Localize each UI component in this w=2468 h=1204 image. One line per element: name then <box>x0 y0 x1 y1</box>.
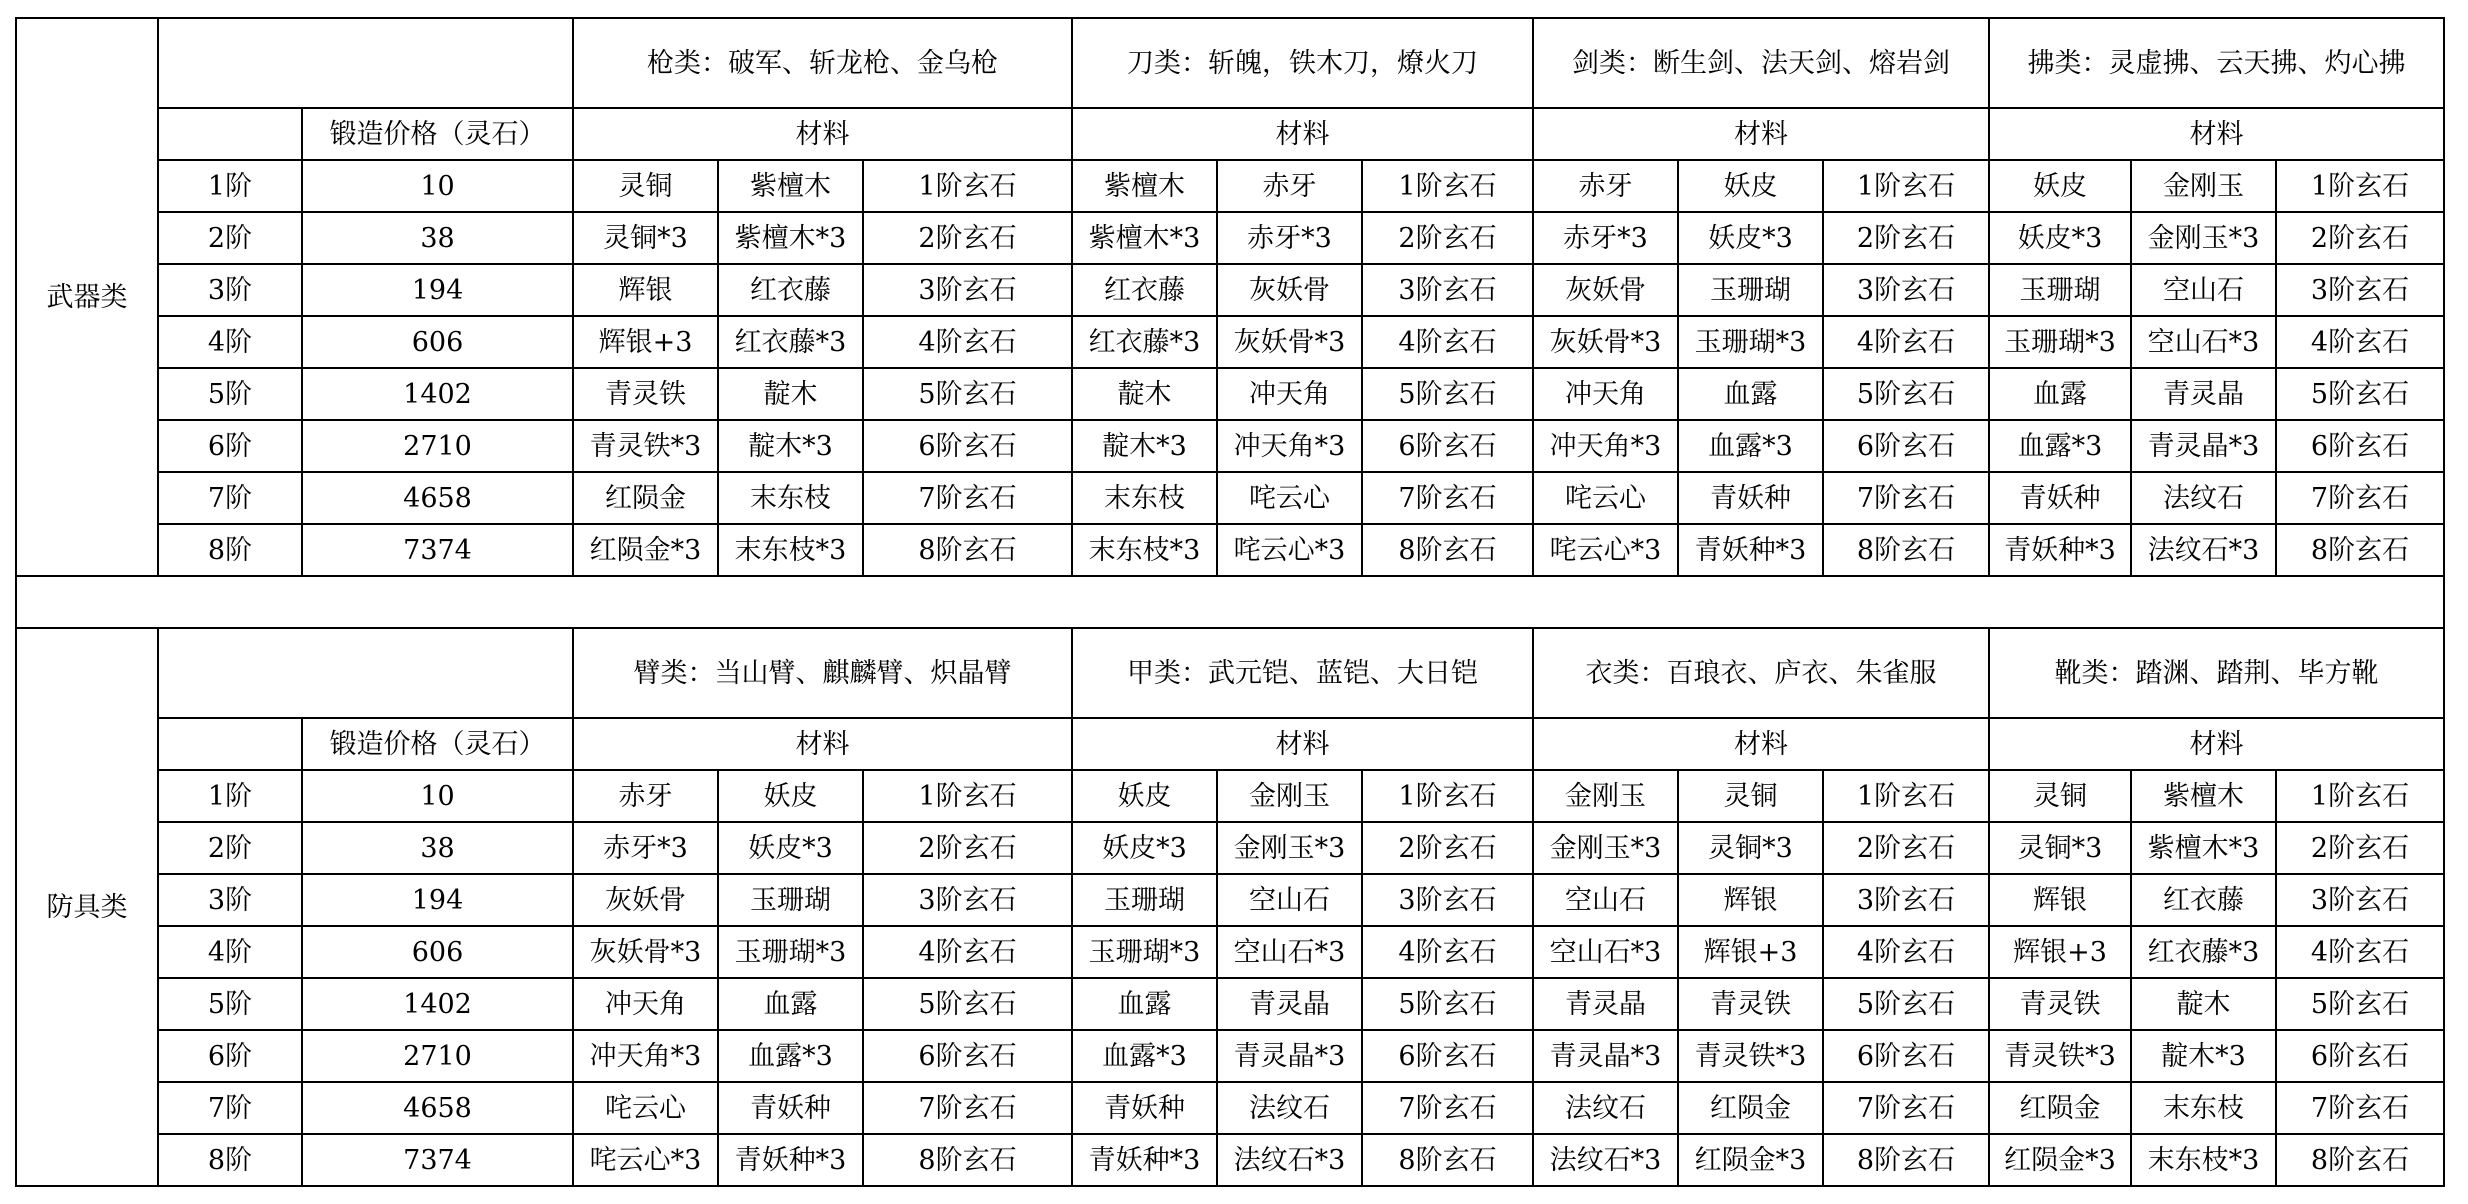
price-cell: 7374 <box>302 524 573 576</box>
table-row <box>16 978 2444 1030</box>
material-cell: 玉珊瑚 <box>1678 264 1823 316</box>
price-cell: 38 <box>302 212 573 264</box>
material-cell: 1阶玄石 <box>863 770 1072 822</box>
material-cell: 赤牙 <box>1217 160 1362 212</box>
tier-cell: 8阶 <box>158 1134 302 1186</box>
material-cell: 8阶玄石 <box>1362 524 1533 576</box>
material-cell: 血露*3 <box>718 1030 863 1082</box>
material-cell: 妖皮 <box>1678 160 1823 212</box>
material-cell: 玉珊瑚*3 <box>718 926 863 978</box>
tier-cell: 5阶 <box>158 368 302 420</box>
material-cell: 玉珊瑚*3 <box>1989 316 2131 368</box>
material-cell: 8阶玄石 <box>1362 1134 1533 1186</box>
material-cell: 1阶玄石 <box>1823 160 1989 212</box>
material-cell: 8阶玄石 <box>863 524 1072 576</box>
price-cell: 2710 <box>302 1030 573 1082</box>
material-cell: 末东枝*3 <box>2131 1134 2276 1186</box>
material-cell: 灰妖骨 <box>1217 264 1362 316</box>
material-cell: 青妖种*3 <box>1072 1134 1217 1186</box>
category-header-row <box>16 628 2444 718</box>
material-cell: 血露 <box>718 978 863 1030</box>
material-cell: 红衣藤 <box>1072 264 1217 316</box>
material-cell: 红陨金 <box>1989 1082 2131 1134</box>
material-cell: 咤云心 <box>573 1082 718 1134</box>
material-cell: 妖皮 <box>718 770 863 822</box>
material-cell: 咤云心 <box>1217 472 1362 524</box>
material-cell: 4阶玄石 <box>863 316 1072 368</box>
material-cell: 咤云心 <box>1533 472 1678 524</box>
material-cell: 灵铜*3 <box>573 212 718 264</box>
material-cell: 空山石 <box>2131 264 2276 316</box>
material-cell: 8阶玄石 <box>1823 524 1989 576</box>
material-cell: 灰妖骨*3 <box>1217 316 1362 368</box>
material-cell: 赤牙 <box>1533 160 1678 212</box>
material-cell: 7阶玄石 <box>863 472 1072 524</box>
material-cell: 末东枝 <box>718 472 863 524</box>
material-cell: 辉银+3 <box>573 316 718 368</box>
material-cell: 7阶玄石 <box>1362 1082 1533 1134</box>
material-cell: 8阶玄石 <box>2276 524 2444 576</box>
material-cell: 灰妖骨*3 <box>573 926 718 978</box>
material-cell: 青灵铁*3 <box>1989 1030 2131 1082</box>
material-cell: 5阶玄石 <box>1362 978 1533 1030</box>
price-cell: 38 <box>302 822 573 874</box>
tier-cell: 4阶 <box>158 926 302 978</box>
tier-header-cell <box>158 108 302 160</box>
material-cell: 4阶玄石 <box>863 926 1072 978</box>
category-header: 甲类：武元铠、蓝铠、大日铠 <box>1072 628 1533 718</box>
material-cell: 青妖种*3 <box>1678 524 1823 576</box>
material-cell: 靛木 <box>1072 368 1217 420</box>
price-header: 锻造价格（灵石） <box>302 718 573 770</box>
materials-header: 材料 <box>573 718 1072 770</box>
tier-cell: 7阶 <box>158 1082 302 1134</box>
material-cell: 4阶玄石 <box>1362 926 1533 978</box>
material-cell: 6阶玄石 <box>863 1030 1072 1082</box>
material-cell: 6阶玄石 <box>1362 1030 1533 1082</box>
material-cell: 青灵晶 <box>1217 978 1362 1030</box>
material-cell: 1阶玄石 <box>2276 770 2444 822</box>
material-cell: 空山石 <box>1533 874 1678 926</box>
material-cell: 6阶玄石 <box>1823 1030 1989 1082</box>
material-cell: 1阶玄石 <box>1362 160 1533 212</box>
price-cell: 4658 <box>302 1082 573 1134</box>
material-cell: 法纹石 <box>2131 472 2276 524</box>
material-cell: 金刚玉 <box>1217 770 1362 822</box>
material-cell: 2阶玄石 <box>1823 212 1989 264</box>
material-cell: 3阶玄石 <box>2276 264 2444 316</box>
material-cell: 7阶玄石 <box>1823 1082 1989 1134</box>
material-cell: 冲天角*3 <box>1533 420 1678 472</box>
material-cell: 青灵晶*3 <box>2131 420 2276 472</box>
column-header-row <box>16 718 2444 770</box>
material-cell: 2阶玄石 <box>863 212 1072 264</box>
material-cell: 2阶玄石 <box>1362 212 1533 264</box>
material-cell: 青妖种 <box>718 1082 863 1134</box>
material-cell: 玉珊瑚 <box>718 874 863 926</box>
material-cell: 紫檀木 <box>718 160 863 212</box>
table-row <box>16 264 2444 316</box>
material-cell: 空山石*3 <box>1217 926 1362 978</box>
material-cell: 血露*3 <box>1678 420 1823 472</box>
material-cell: 红陨金 <box>1678 1082 1823 1134</box>
material-cell: 红衣藤 <box>2131 874 2276 926</box>
material-cell: 6阶玄石 <box>1362 420 1533 472</box>
material-cell: 7阶玄石 <box>1823 472 1989 524</box>
material-cell: 妖皮 <box>1072 770 1217 822</box>
table-row <box>16 1030 2444 1082</box>
material-cell: 8阶玄石 <box>1823 1134 1989 1186</box>
material-cell: 妖皮*3 <box>1678 212 1823 264</box>
price-cell: 1402 <box>302 978 573 1030</box>
material-cell: 法纹石*3 <box>2131 524 2276 576</box>
material-cell: 2阶玄石 <box>2276 212 2444 264</box>
material-cell: 咤云心*3 <box>1533 524 1678 576</box>
material-cell: 红陨金*3 <box>1989 1134 2131 1186</box>
empty-header-cell <box>158 18 573 108</box>
material-cell: 血露*3 <box>1989 420 2131 472</box>
material-cell: 青妖种 <box>1072 1082 1217 1134</box>
materials-header: 材料 <box>1989 108 2444 160</box>
material-cell: 8阶玄石 <box>863 1134 1072 1186</box>
material-cell: 辉银 <box>1989 874 2131 926</box>
material-cell: 末东枝 <box>1072 472 1217 524</box>
material-cell: 5阶玄石 <box>863 978 1072 1030</box>
category-header-row <box>16 18 2444 108</box>
material-cell: 紫檀木*3 <box>2131 822 2276 874</box>
material-cell: 金刚玉*3 <box>2131 212 2276 264</box>
material-cell: 2阶玄石 <box>1823 822 1989 874</box>
table-row <box>16 316 2444 368</box>
materials-header: 材料 <box>1072 718 1533 770</box>
material-cell: 赤牙*3 <box>1217 212 1362 264</box>
material-cell: 1阶玄石 <box>863 160 1072 212</box>
table-row <box>16 160 2444 212</box>
material-cell: 7阶玄石 <box>2276 1082 2444 1134</box>
material-cell: 4阶玄石 <box>2276 316 2444 368</box>
material-cell: 灰妖骨 <box>573 874 718 926</box>
table-row <box>16 926 2444 978</box>
material-cell: 青妖种*3 <box>718 1134 863 1186</box>
table-row <box>16 770 2444 822</box>
material-cell: 6阶玄石 <box>863 420 1072 472</box>
tier-cell: 5阶 <box>158 978 302 1030</box>
material-cell: 金刚玉*3 <box>1533 822 1678 874</box>
material-cell: 5阶玄石 <box>1823 978 1989 1030</box>
material-cell: 冲天角 <box>573 978 718 1030</box>
table-row <box>16 212 2444 264</box>
material-cell: 辉银 <box>573 264 718 316</box>
material-cell: 末东枝 <box>2131 1082 2276 1134</box>
material-cell: 青灵铁 <box>573 368 718 420</box>
tier-cell: 2阶 <box>158 822 302 874</box>
material-cell: 妖皮 <box>1989 160 2131 212</box>
material-cell: 红衣藤*3 <box>718 316 863 368</box>
material-cell: 金刚玉 <box>1533 770 1678 822</box>
material-cell: 红衣藤 <box>718 264 863 316</box>
category-header: 刀类：斩魄，铁木刀，燎火刀 <box>1072 18 1533 108</box>
material-cell: 3阶玄石 <box>863 874 1072 926</box>
material-cell: 法纹石*3 <box>1217 1134 1362 1186</box>
material-cell: 末东枝*3 <box>1072 524 1217 576</box>
tier-header-cell <box>158 718 302 770</box>
table-row <box>16 1082 2444 1134</box>
material-cell: 红陨金 <box>573 472 718 524</box>
material-cell: 金刚玉*3 <box>1217 822 1362 874</box>
material-cell: 8阶玄石 <box>2276 1134 2444 1186</box>
material-cell: 红陨金*3 <box>573 524 718 576</box>
material-cell: 玉珊瑚*3 <box>1072 926 1217 978</box>
tier-cell: 6阶 <box>158 420 302 472</box>
price-cell: 1402 <box>302 368 573 420</box>
material-cell: 冲天角*3 <box>573 1030 718 1082</box>
category-header: 拂类：灵虚拂、云天拂、灼心拂 <box>1989 18 2444 108</box>
tier-cell: 1阶 <box>158 770 302 822</box>
price-cell: 194 <box>302 874 573 926</box>
material-cell: 靛木 <box>2131 978 2276 1030</box>
spacer-cell <box>16 576 2444 628</box>
material-cell: 3阶玄石 <box>1362 264 1533 316</box>
material-cell: 6阶玄石 <box>2276 420 2444 472</box>
material-cell: 5阶玄石 <box>1823 368 1989 420</box>
price-cell: 7374 <box>302 1134 573 1186</box>
material-cell: 4阶玄石 <box>1823 926 1989 978</box>
material-cell: 1阶玄石 <box>1362 770 1533 822</box>
material-cell: 青灵铁 <box>1678 978 1823 1030</box>
table-row <box>16 1134 2444 1186</box>
material-cell: 3阶玄石 <box>2276 874 2444 926</box>
table-row <box>16 420 2444 472</box>
material-cell: 青灵晶 <box>2131 368 2276 420</box>
column-header-row <box>16 108 2444 160</box>
material-cell: 灵铜 <box>1989 770 2131 822</box>
empty-header-cell <box>158 628 573 718</box>
tier-cell: 7阶 <box>158 472 302 524</box>
material-cell: 空山石*3 <box>1533 926 1678 978</box>
material-cell: 3阶玄石 <box>1823 874 1989 926</box>
material-cell: 灰妖骨 <box>1533 264 1678 316</box>
material-cell: 3阶玄石 <box>863 264 1072 316</box>
material-cell: 辉银+3 <box>1989 926 2131 978</box>
material-cell: 青灵铁*3 <box>573 420 718 472</box>
material-cell: 玉珊瑚*3 <box>1678 316 1823 368</box>
forging-table <box>15 17 2445 1187</box>
group-label: 武器类 <box>16 18 158 576</box>
tier-cell: 6阶 <box>158 1030 302 1082</box>
material-cell: 法纹石*3 <box>1533 1134 1678 1186</box>
material-cell: 2阶玄石 <box>863 822 1072 874</box>
material-cell: 靛木*3 <box>2131 1030 2276 1082</box>
material-cell: 青妖种 <box>1678 472 1823 524</box>
material-cell: 法纹石 <box>1217 1082 1362 1134</box>
material-cell: 金刚玉 <box>2131 160 2276 212</box>
tier-cell: 3阶 <box>158 874 302 926</box>
materials-header: 材料 <box>1989 718 2444 770</box>
material-cell: 空山石 <box>1217 874 1362 926</box>
material-cell: 赤牙*3 <box>1533 212 1678 264</box>
material-cell: 5阶玄石 <box>2276 978 2444 1030</box>
category-header: 衣类：百琅衣、庐衣、朱雀服 <box>1533 628 1989 718</box>
materials-header: 材料 <box>1533 108 1989 160</box>
material-cell: 赤牙 <box>573 770 718 822</box>
material-cell: 紫檀木*3 <box>718 212 863 264</box>
table-row <box>16 874 2444 926</box>
material-cell: 紫檀木*3 <box>1072 212 1217 264</box>
material-cell: 妖皮*3 <box>718 822 863 874</box>
material-cell: 7阶玄石 <box>2276 472 2444 524</box>
material-cell: 红陨金*3 <box>1678 1134 1823 1186</box>
material-cell: 赤牙*3 <box>573 822 718 874</box>
price-cell: 2710 <box>302 420 573 472</box>
material-cell: 青灵铁*3 <box>1678 1030 1823 1082</box>
table-row <box>16 368 2444 420</box>
material-cell: 红衣藤*3 <box>2131 926 2276 978</box>
group-label: 防具类 <box>16 628 158 1186</box>
material-cell: 青灵晶*3 <box>1533 1030 1678 1082</box>
material-cell: 靛木*3 <box>718 420 863 472</box>
material-cell: 妖皮*3 <box>1989 212 2131 264</box>
material-cell: 3阶玄石 <box>1362 874 1533 926</box>
material-cell: 青灵晶 <box>1533 978 1678 1030</box>
tier-cell: 1阶 <box>158 160 302 212</box>
table-row <box>16 822 2444 874</box>
material-cell: 青灵铁 <box>1989 978 2131 1030</box>
material-cell: 冲天角 <box>1533 368 1678 420</box>
material-cell: 灵铜 <box>1678 770 1823 822</box>
materials-header: 材料 <box>1072 108 1533 160</box>
material-cell: 辉银 <box>1678 874 1823 926</box>
material-cell: 灰妖骨*3 <box>1533 316 1678 368</box>
material-cell: 末东枝*3 <box>718 524 863 576</box>
material-cell: 7阶玄石 <box>863 1082 1072 1134</box>
material-cell: 咤云心*3 <box>1217 524 1362 576</box>
material-cell: 4阶玄石 <box>1362 316 1533 368</box>
material-cell: 5阶玄石 <box>1362 368 1533 420</box>
category-header: 剑类：断生剑、法天剑、熔岩剑 <box>1533 18 1989 108</box>
material-cell: 冲天角 <box>1217 368 1362 420</box>
category-header: 靴类：踏渊、踏荆、毕方靴 <box>1989 628 2444 718</box>
price-cell: 194 <box>302 264 573 316</box>
material-cell: 法纹石 <box>1533 1082 1678 1134</box>
price-cell: 10 <box>302 770 573 822</box>
material-cell: 2阶玄石 <box>1362 822 1533 874</box>
section-spacer-row <box>16 576 2444 628</box>
material-cell: 6阶玄石 <box>1823 420 1989 472</box>
material-cell: 青妖种 <box>1989 472 2131 524</box>
table-row <box>16 524 2444 576</box>
tier-cell: 3阶 <box>158 264 302 316</box>
price-cell: 10 <box>302 160 573 212</box>
material-cell: 7阶玄石 <box>1362 472 1533 524</box>
material-cell: 咤云心*3 <box>573 1134 718 1186</box>
material-cell: 冲天角*3 <box>1217 420 1362 472</box>
material-cell: 5阶玄石 <box>2276 368 2444 420</box>
material-cell: 3阶玄石 <box>1823 264 1989 316</box>
material-cell: 玉珊瑚 <box>1072 874 1217 926</box>
material-cell: 4阶玄石 <box>2276 926 2444 978</box>
material-cell: 4阶玄石 <box>1823 316 1989 368</box>
category-header: 枪类：破军、斩龙枪、金乌枪 <box>573 18 1072 108</box>
material-cell: 6阶玄石 <box>2276 1030 2444 1082</box>
material-cell: 血露 <box>1989 368 2131 420</box>
category-header: 臂类：当山臂、麒麟臂、炽晶臂 <box>573 628 1072 718</box>
material-cell: 青灵晶*3 <box>1217 1030 1362 1082</box>
material-cell: 青妖种*3 <box>1989 524 2131 576</box>
material-cell: 靛木*3 <box>1072 420 1217 472</box>
material-cell: 血露 <box>1678 368 1823 420</box>
material-cell: 紫檀木 <box>1072 160 1217 212</box>
material-cell: 辉银+3 <box>1678 926 1823 978</box>
material-cell: 靛木 <box>718 368 863 420</box>
material-cell: 紫檀木 <box>2131 770 2276 822</box>
price-cell: 606 <box>302 316 573 368</box>
price-header: 锻造价格（灵石） <box>302 108 573 160</box>
material-cell: 1阶玄石 <box>2276 160 2444 212</box>
material-cell: 1阶玄石 <box>1823 770 1989 822</box>
materials-header: 材料 <box>573 108 1072 160</box>
tier-cell: 2阶 <box>158 212 302 264</box>
material-cell: 血露*3 <box>1072 1030 1217 1082</box>
material-cell: 灵铜 <box>573 160 718 212</box>
material-cell: 血露 <box>1072 978 1217 1030</box>
material-cell: 灵铜*3 <box>1678 822 1823 874</box>
material-cell: 空山石*3 <box>2131 316 2276 368</box>
table-row <box>16 472 2444 524</box>
material-cell: 2阶玄石 <box>2276 822 2444 874</box>
materials-header: 材料 <box>1533 718 1989 770</box>
material-cell: 灵铜*3 <box>1989 822 2131 874</box>
material-cell: 妖皮*3 <box>1072 822 1217 874</box>
material-cell: 5阶玄石 <box>863 368 1072 420</box>
material-cell: 玉珊瑚 <box>1989 264 2131 316</box>
material-cell: 红衣藤*3 <box>1072 316 1217 368</box>
tier-cell: 8阶 <box>158 524 302 576</box>
price-cell: 4658 <box>302 472 573 524</box>
tier-cell: 4阶 <box>158 316 302 368</box>
price-cell: 606 <box>302 926 573 978</box>
